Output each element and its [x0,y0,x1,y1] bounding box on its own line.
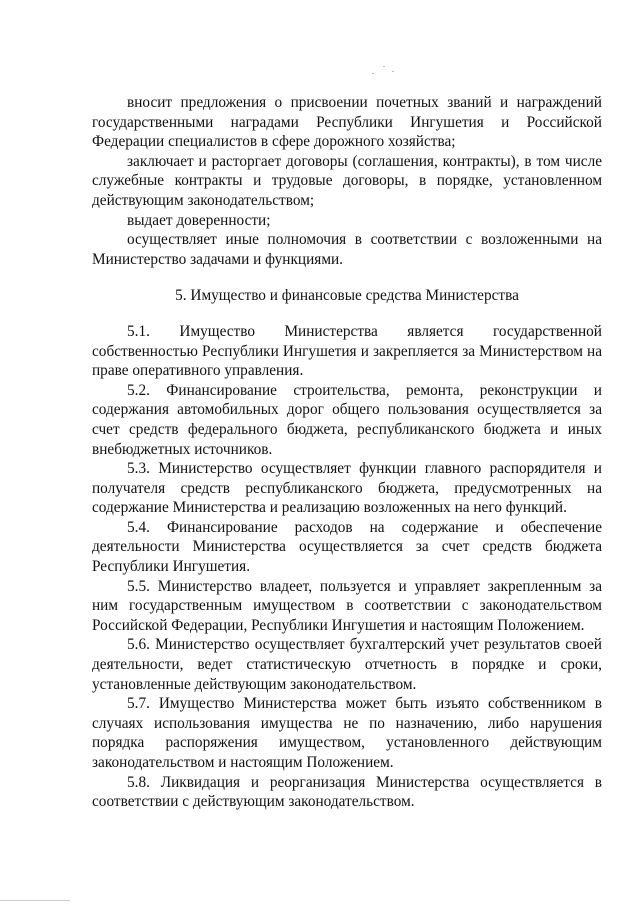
body-paragraph: вносит предложения о присвоении почетных званий и награждений государственными наградами Республики Ингушетия и Российской Федерации специалистов в сфере дорожного хозяйства; [92,94,602,151]
scan-edge-line [0,900,70,901]
scan-speck [383,66,385,67]
body-paragraph: осуществляет иные полномочия в соответствии с возложенными на Министерство задачами и функциями. [92,231,602,268]
clause-paragraph: 5.1. Имущество Министерства является государственной собственностью Республики Ингушетия и закрепляется за Министерством на праве оперативного управления. [92,322,602,380]
scan-speck [392,71,394,72]
clause-paragraph: 5.7. Имущество Министерства может быть изъято собственником в случаях использования имущества не по назначению, либо нарушения порядка распоряжения имуществом, установленного действующим законодательством и настоящим Положением. [92,695,602,771]
clause-paragraph: 5.2. Финансирование строительства, ремонта, реконструкции и содержания автомобильных дорог общего пользования осуществляется за счет средств федерального бюджета, республиканского бюджета и иных внебюджетных источников. [92,381,602,458]
scan-speck [372,73,374,74]
document-body [92,93,602,812]
section-heading: 5. Имущество и финансовые средства Министерства [175,287,519,305]
body-paragraph: заключает и расторгает договоры (соглашения, контракты), в том числе служебные контракты и трудовые договоры, в порядке, установленном действующим законодательством; [92,152,602,209]
clause-paragraph: 5.6. Министерство осуществляет бухгалтерский учет результатов своей деятельности, ведет статистическую отчетность в порядке и сроки, установленные действующим законодательством. [92,636,602,693]
clause-paragraph: 5.3. Министерство осуществляет функции главного распорядителя и получателя средств республиканского бюджета, предусмотренных на содержание Министерства и реализацию возложенных на него функций. [92,460,602,517]
body-paragraph: выдает доверенности; [127,211,271,229]
clause-paragraph: 5.5. Министерство владеет, пользуется и управляет закрепленным за ним государственным имуществом в соответствии с законодательством Российской Федерации, Республики Ингушетия и настоящим Положением. [92,577,602,634]
clause-paragraph: 5.4. Финансирование расходов на содержание и обеспечение деятельности Министерства осуществляется за счет средств бюджета Республики Ингушетия. [92,518,602,576]
clause-paragraph: 5.8. Ликвидация и реорганизация Министерства осуществляется в соответствии с действующим законодательством. [92,773,602,811]
